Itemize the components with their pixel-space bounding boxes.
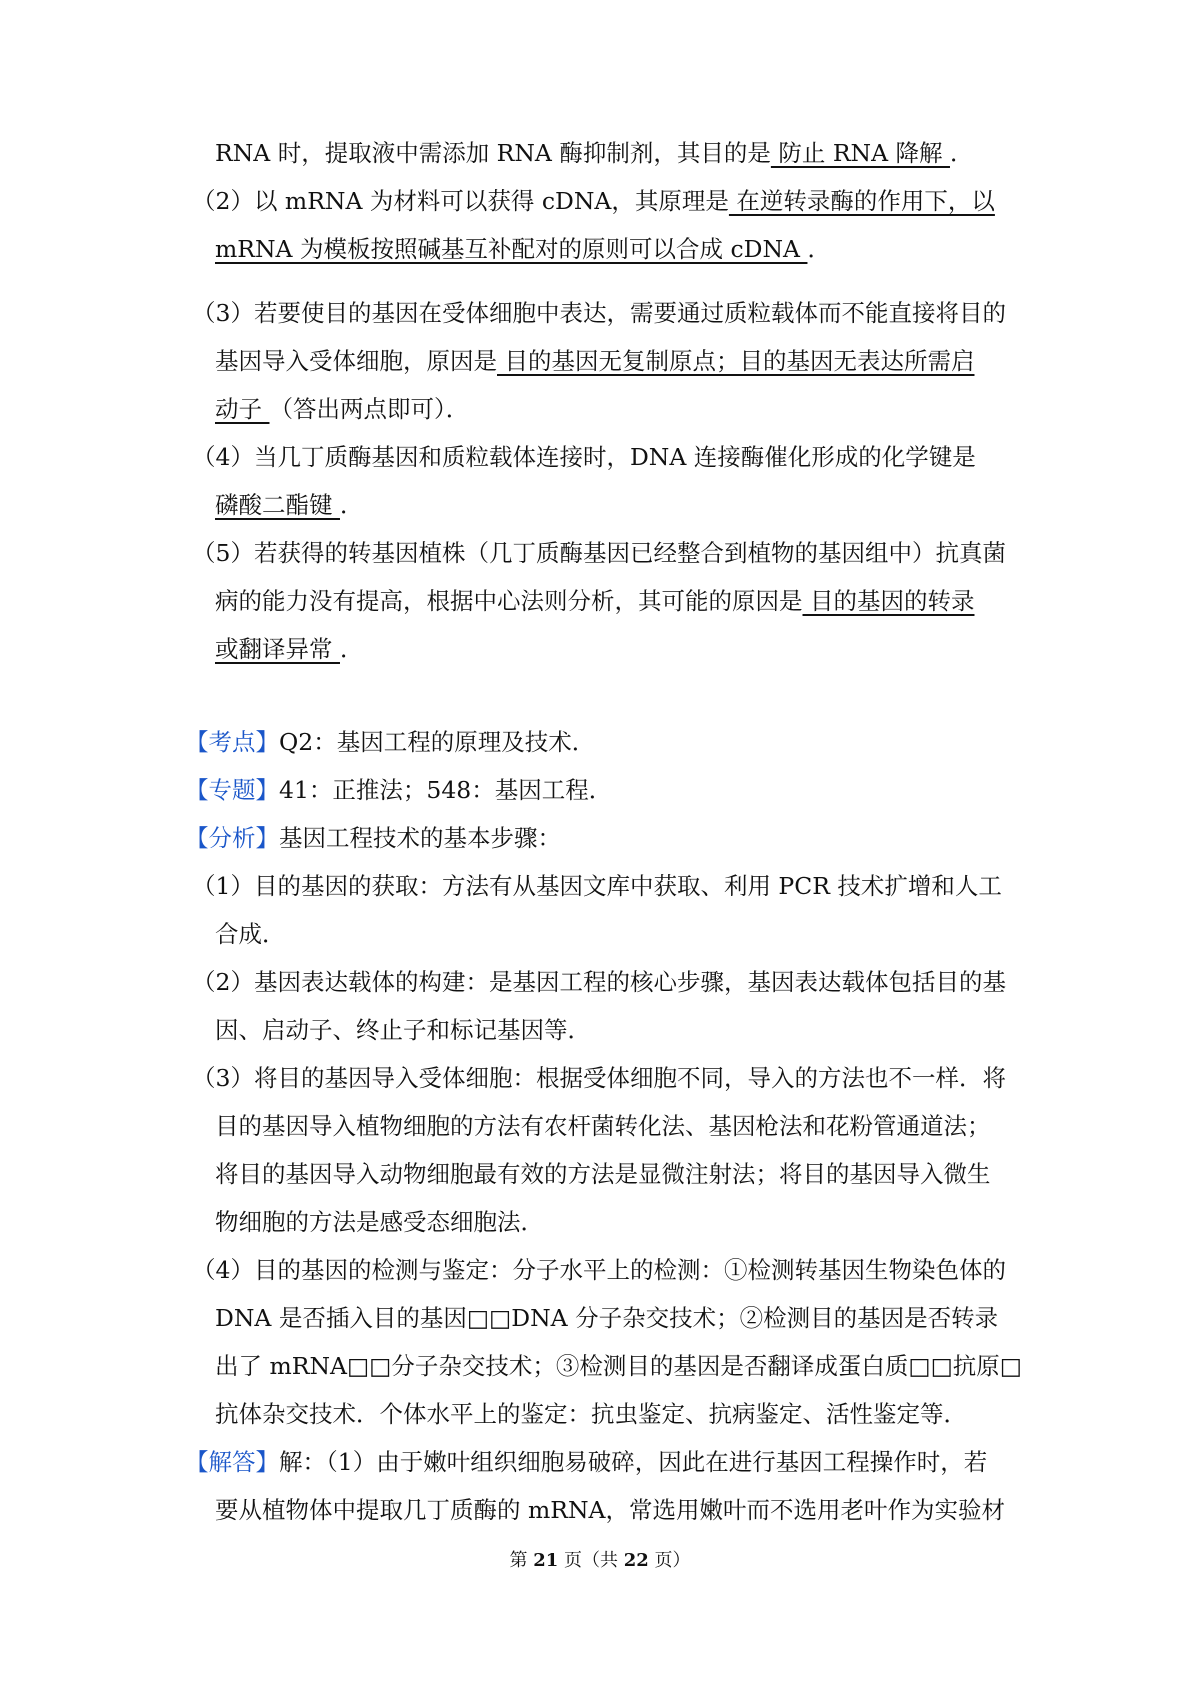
footer-pre: 第 (509, 1550, 534, 1571)
answer-q1-period: ． (949, 139, 974, 167)
zhuanti-text: 41：正推法；548：基因工程． (279, 776, 613, 804)
fenxi-p4-line1: （4）目的基因的检测与鉴定：分子水平上的检测：①检测转基因生物染色体的 (192, 1256, 1006, 1284)
answer-q3-line1: （3）若要使目的基因在受体细胞中表达，需要通过质粒载体而不能直接将目的 (192, 299, 1006, 327)
fenxi-p2-line1: （2）基因表达载体的构建：是基因工程的核心步骤，基因表达载体包括目的基 (192, 968, 1006, 996)
fenxi-tag: 【分析】 (185, 824, 279, 852)
answer-q3-fill-cont: 动子 (215, 395, 270, 423)
jieda-text: 解：（1）由于嫩叶组织细胞易破碎，因此在进行基因工程操作时，若 (279, 1448, 988, 1476)
fenxi-p3-line1: （3）将目的基因导入受体细胞：根据受体细胞不同，导入的方法也不一样．将 (192, 1064, 1006, 1092)
answer-q5-line3 (215, 632, 363, 666)
answer-q2-fill-cont: mRNA 为模板按照碱基互补配对的原则可以合成 cDNA (215, 235, 808, 263)
footer-post: 页） (648, 1550, 691, 1571)
footer-total-pages: 22 (623, 1550, 649, 1571)
fenxi-p4-line2: DNA 是否插入目的基因□□DNA 分子杂交技术；②检测目的基因是否转录 (215, 1304, 999, 1332)
answer-q5-fill: 目的基因的转录 (802, 587, 975, 615)
answer-q3-line3 (215, 392, 469, 426)
footer-page-number: 21 (533, 1550, 559, 1571)
answer-q5-text: 病的能力没有提高，根据中心法则分析，其可能的原因是 (215, 587, 803, 615)
answer-q1-fill: 防止 RNA 降解 (770, 139, 950, 167)
fenxi-p2-line2: 因、启动子、终止子和标记基因等． (215, 1016, 591, 1044)
kaodian-line (185, 725, 595, 759)
answer-q4-period: ． (339, 491, 364, 519)
zhuanti-line (185, 773, 612, 807)
answer-q5-fill-cont: 或翻译异常 (215, 635, 340, 663)
kaodian-tag: 【考点】 (185, 728, 279, 756)
answer-q2-period: ． (807, 235, 831, 263)
answer-q3-note: （答出两点即可）． (269, 395, 470, 423)
fenxi-p4-line3: 出了 mRNA□□分子杂交技术；③检测目的基因是否翻译成蛋白质□□抗原□ (215, 1352, 1022, 1380)
answer-q2-text: （2）以 mRNA 为材料可以获得 cDNA，其原理是 (192, 187, 729, 215)
answer-q3-fill: 目的基因无复制原点；目的基因无表达所需启 (497, 347, 975, 375)
answer-q2-fill: 在逆转录酶的作用下，以 (728, 187, 995, 215)
answer-q5-line1: （5）若获得的转基因植株（几丁质酶基因已经整合到植物的基因组中）抗真菌 (192, 539, 1006, 567)
jieda-tag: 【解答】 (185, 1448, 279, 1476)
answer-q1-text: RNA 时，提取液中需添加 RNA 酶抑制剂，其目的是 (215, 139, 771, 167)
kaodian-text: Q2：基因工程的原理及技术． (279, 728, 596, 756)
fenxi-p4-line4: 抗体杂交技术．个体水平上的鉴定：抗虫鉴定、抗病鉴定、活性鉴定等． (215, 1400, 967, 1428)
answer-q4-fill: 磷酸二酯键 (215, 491, 340, 519)
jieda-line (185, 1445, 987, 1479)
footer-mid: 页（共 (558, 1550, 624, 1571)
fenxi-p3-line4: 物细胞的方法是感受态细胞法． (215, 1208, 544, 1236)
fenxi-intro: 基因工程技术的基本步骤： (279, 824, 561, 852)
fenxi-p1-line2: 合成． (215, 920, 286, 948)
fenxi-p3-line2: 目的基因导入植物细胞的方法有农杆菌转化法、基因枪法和花粉管通道法； (215, 1112, 991, 1140)
zhuanti-tag: 【专题】 (185, 776, 279, 804)
fenxi-p3-line3: 将目的基因导入动物细胞最有效的方法是显微注射法；将目的基因导入微生 (215, 1160, 991, 1188)
page-footer (0, 1548, 1200, 1574)
answer-q3-text: 基因导入受体细胞，原因是 (215, 347, 497, 375)
answer-q2-line1 (192, 184, 995, 218)
answer-q3-line2 (215, 344, 974, 378)
answer-q4-line1: （4）当几丁质酶基因和质粒载体连接时，DNA 连接酶催化形成的化学键是 (192, 443, 976, 471)
answer-q1-end (215, 136, 973, 170)
fenxi-p1-line1: （1）目的基因的获取：方法有从基因文库中获取、利用 PCR 技术扩增和人工 (192, 872, 1002, 900)
answer-q5-line2 (215, 584, 974, 618)
answer-q5-period: ． (339, 635, 364, 663)
answer-q2-line2 (215, 232, 831, 266)
answer-q4-line2 (215, 488, 363, 522)
jieda-line2: 要从植物体中提取几丁质酶的 mRNA，常选用嫩叶而不选用老叶作为实验材 (215, 1496, 1005, 1524)
fenxi-line (185, 821, 561, 855)
